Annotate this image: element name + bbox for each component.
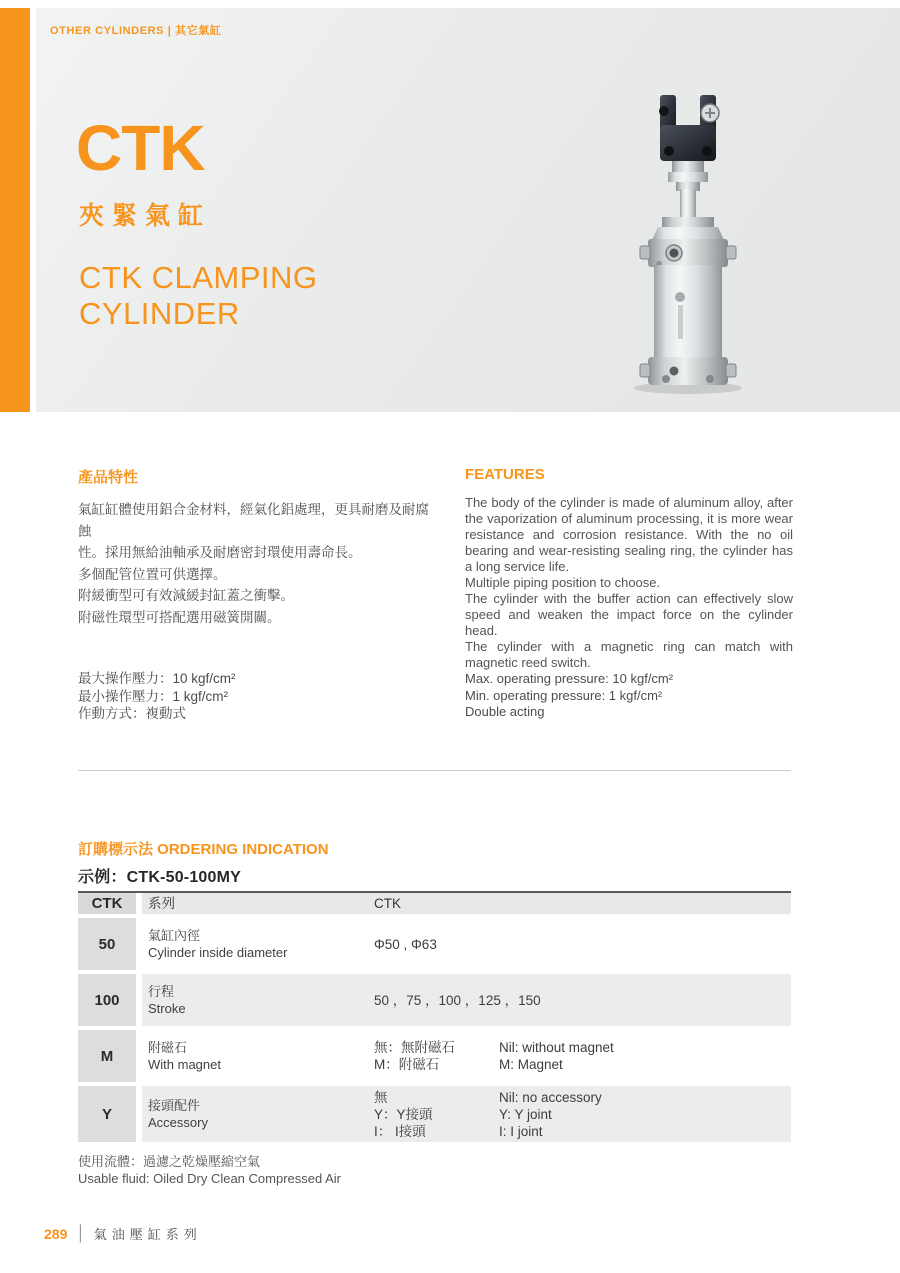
series-label: 氣油壓缸系列: [93, 1227, 202, 1242]
code-cell: M: [78, 1030, 136, 1082]
pressure-specs-en: [465, 671, 673, 721]
page-number: 289: [44, 1225, 68, 1242]
cylinder-barrel: [654, 265, 722, 361]
acting-type-en: Double acting: [465, 704, 545, 719]
features-heading-en: FEATURES: [465, 466, 545, 483]
product-image-ctk-cylinder: [598, 83, 780, 395]
product-title-en-line1: CTK CLAMPING: [79, 260, 318, 295]
product-title-en-line2: CYLINDER: [79, 296, 240, 331]
desc-cell: 系列: [148, 896, 175, 911]
features-text-zh: 氣缸缸體使用鋁合金材料，經氣化鋁處理，更具耐磨及耐腐蝕 性。採用無給油軸承及耐磨密封環使用壽命長。 多個配管位置可供選擇。 附緩衝型可有效減緩封缸蓋之衝擊。 附磁性環型可搭配選用磁簧開關。: [78, 502, 429, 625]
code-cell: 100: [78, 974, 136, 1026]
head-cap: [640, 217, 736, 267]
code-cell: 50: [78, 918, 136, 970]
pressure-specs-zh: [78, 670, 236, 723]
value-cell-en: Nil: without magnet M: Magnet: [499, 1040, 614, 1072]
value-cell-en: Nil: no accessory Y: Y joint I: I joint: [499, 1089, 602, 1139]
features-section-en: [465, 466, 793, 671]
page-header-category: OTHER CYLINDERS | 其它氣缸: [50, 25, 222, 37]
code-cell: CTK: [78, 893, 136, 914]
usable-fluid-zh: 使用流體：過濾之乾燥壓縮空氣: [78, 1154, 261, 1169]
acting-type-zh: 作動方式：複動式: [78, 706, 186, 721]
product-title-en: [79, 260, 318, 332]
piston-rod: [668, 161, 708, 221]
value-cell: Φ50 , Φ63: [374, 936, 437, 952]
table-row-accessory: [78, 1086, 791, 1142]
desc-cell: 附磁石 With magnet: [148, 1040, 221, 1072]
footer-separator: │: [76, 1225, 86, 1242]
table-row-bore: [78, 918, 791, 970]
section-divider: [78, 770, 791, 771]
desc-cell: 氣缸內徑 Cylinder inside diameter: [148, 928, 288, 960]
features-text-en: The body of the cylinder is made of aluminum alloy, after the vaporization of aluminum processing, it is more wear resistance and corrosion resistance. With the no oil bearing and wear-resisting sealing ring, the cylinder has a long service life. Multiple piping position to choose. The cylinder with the buffer action can effectively slow speed and weaken the impact force on the cylinder head. The cylinder with a magnetic ring can match with magnetic reed switch.: [465, 495, 793, 670]
desc-cell: 行程 Stroke: [148, 984, 186, 1016]
table-row-series: [78, 893, 791, 914]
value-cell-zh: 無 Y：Y接頭 I： I接頭: [374, 1089, 433, 1139]
code-cell: Y: [78, 1086, 136, 1142]
page-footer: [44, 1224, 202, 1243]
value-cell: CTK: [374, 896, 401, 911]
product-model-title: CTK: [76, 112, 205, 184]
min-pressure-en: Min. operating pressure: 1 kgf/cm²: [465, 687, 663, 703]
ordering-indication-heading: 訂購標示法 ORDERING INDICATION: [78, 841, 329, 858]
table-row-stroke: [78, 974, 791, 1026]
features-section-zh: [78, 466, 438, 628]
desc-cell: 接頭配件 Accessory: [148, 1098, 208, 1130]
clevis-joint: [659, 95, 719, 161]
value-cell: 50 ，75 ，100 ，125 ，150: [374, 992, 541, 1008]
accent-side-strip: [0, 8, 30, 412]
ordering-example-code: 示例：CTK-50-100MY: [78, 869, 242, 886]
max-pressure-en: Max. operating pressure: 10 kgf/cm²: [465, 671, 674, 686]
product-title-zh: 夾緊氣缸: [79, 202, 212, 230]
max-pressure-zh: 最大操作壓力：10 kgf/cm²: [78, 671, 236, 686]
usable-fluid-en: Usable fluid: Oiled Dry Clean Compressed Air: [78, 1171, 341, 1186]
ordering-table: [78, 891, 791, 1142]
min-pressure-zh: 最小操作壓力：1 kgf/cm²: [78, 688, 229, 704]
end-cap: [640, 357, 736, 385]
table-row-magnet: [78, 1030, 791, 1082]
features-heading-zh: 產品特性: [78, 469, 139, 486]
value-cell-zh: 無：無附磁石 M：附磁石: [374, 1040, 455, 1072]
usable-fluid-note: [78, 1153, 341, 1187]
